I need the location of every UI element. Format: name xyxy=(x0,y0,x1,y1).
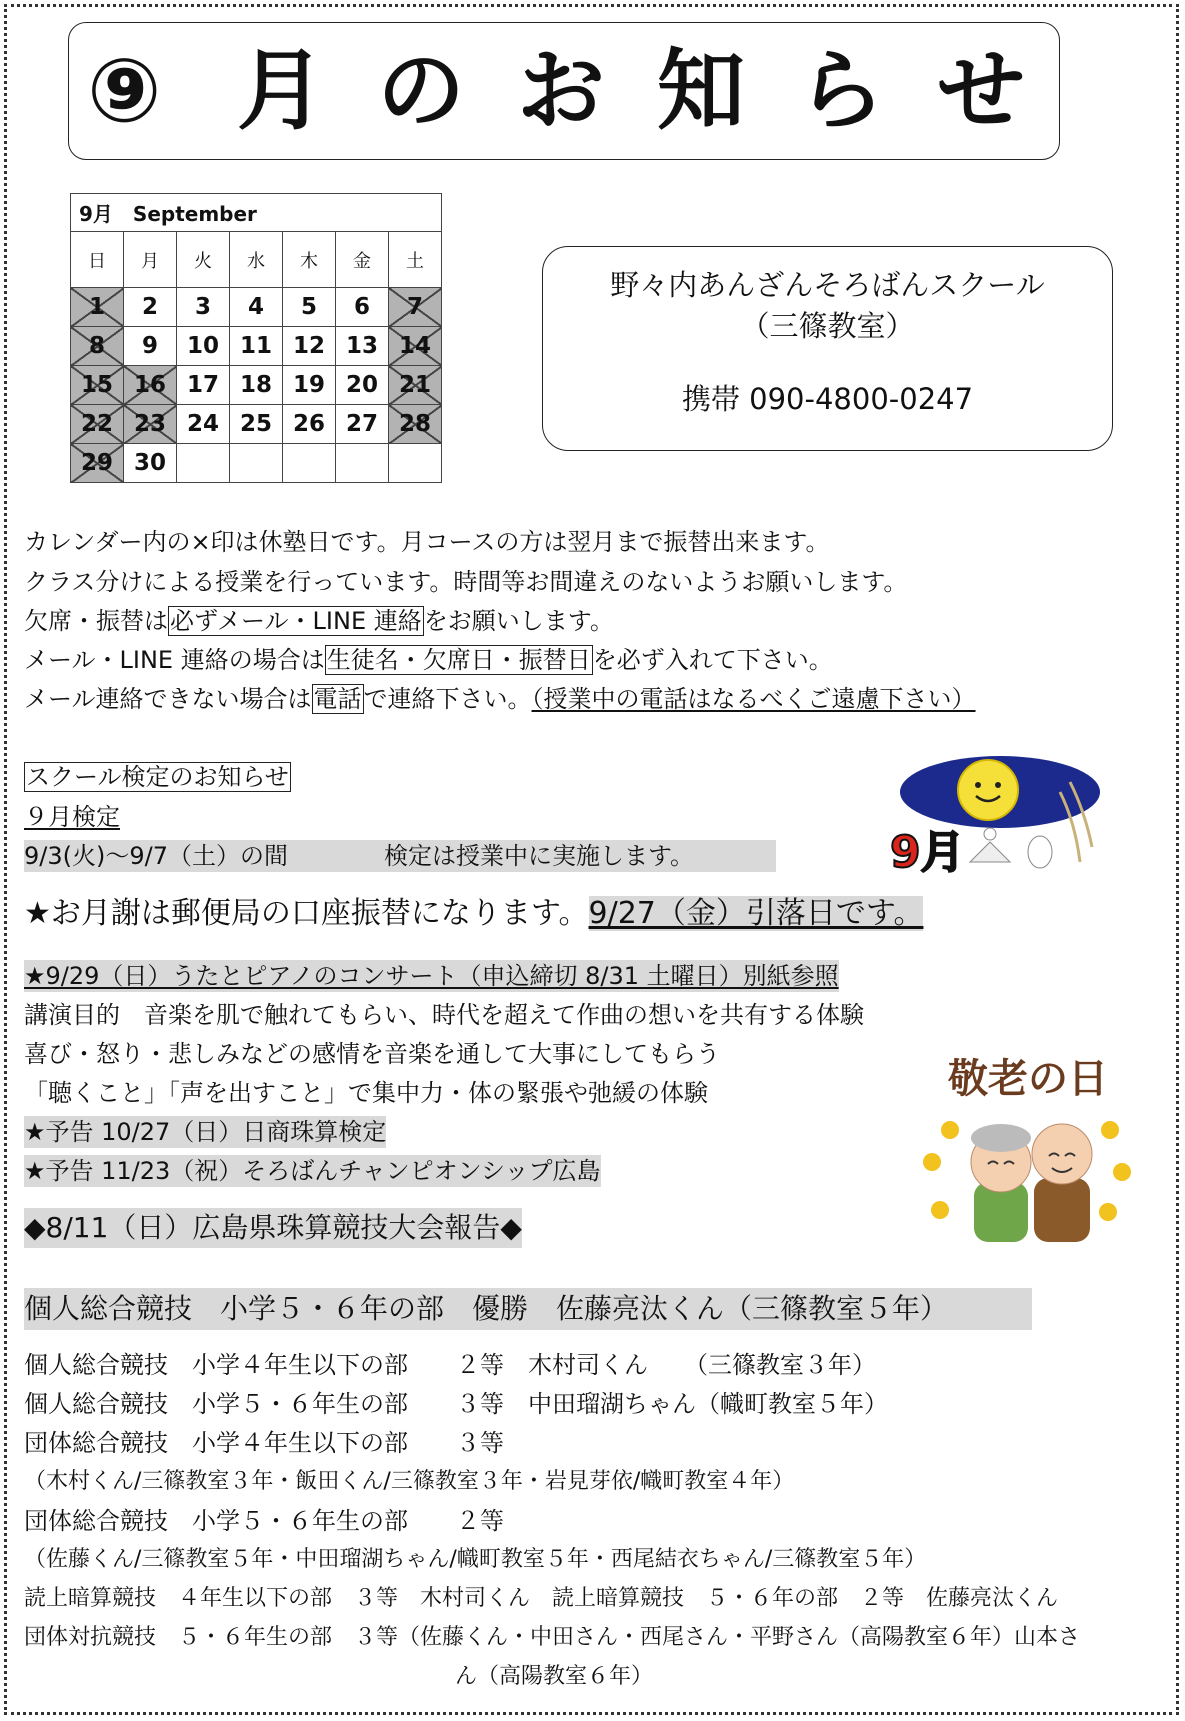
calendar-day: 26 xyxy=(283,405,336,444)
keiro-label: 敬老の日 xyxy=(948,1056,1108,1102)
calendar xyxy=(70,193,442,483)
calendar-weekday: 木 xyxy=(283,232,336,288)
calendar-day: 6 xyxy=(336,288,389,327)
calendar-day: 1 xyxy=(71,288,124,327)
calendar-empty-cell xyxy=(230,444,283,483)
report-highlight: 個人総合競技 小学５・６年の部 優勝 佐藤亮汰くん（三篠教室５年） xyxy=(24,1288,1032,1330)
exam-dates: 9/3(火)～9/7（土）の間 検定は授業中に実施します。 xyxy=(24,840,776,872)
boxed-text: 生徒名・欠席日・振替日 xyxy=(326,646,591,674)
keiro-illustration-icon xyxy=(912,1052,1138,1244)
calendar-day: 9 xyxy=(124,327,177,366)
result-line: 個人総合競技 小学５・６年生の部 ３等 中田瑠湖ちゃん（幟町教室５年） xyxy=(24,1390,888,1418)
calendar-day: 14 xyxy=(389,327,442,366)
title-char: ⑨ xyxy=(87,39,162,142)
calendar-day: 19 xyxy=(283,366,336,405)
title-char: 知 xyxy=(657,39,746,142)
exam-heading: スクール検定のお知らせ xyxy=(26,763,289,791)
title-char: の xyxy=(377,39,466,142)
calendar-day: 17 xyxy=(177,366,230,405)
title-char: 月 xyxy=(237,39,326,142)
calendar-day: 12 xyxy=(283,327,336,366)
concert-title: ★9/29（日）うたとピアノのコンサート（申込締切 8/31 土曜日）別紙参照 xyxy=(24,962,839,990)
calendar-day: 10 xyxy=(177,327,230,366)
school-name: 野々内あんざんそろばんスクール xyxy=(610,268,1045,302)
moon-label: 9月 xyxy=(890,827,965,877)
concert-line: 講演目的 音楽を肌で触れてもらい、時代を超えて作曲の想いを共有する体験 xyxy=(24,1001,864,1029)
notice-line: メール連絡できない場合は電話で連絡下さい。（授業中の電話はなるべくご遠慮下さい） xyxy=(24,685,976,713)
result-line: 読上暗算競技 ４年生以下の部 ３等 木村司くん 読上暗算競技 ５・６年の部 ２等 佐藤亮汰くん xyxy=(24,1586,1059,1611)
calendar-day: 29 xyxy=(71,444,124,483)
report-title: ◆8/11（日）広島県珠算競技大会報告◆ xyxy=(24,1208,522,1248)
calendar-day: 25 xyxy=(230,405,283,444)
calendar-day: 18 xyxy=(230,366,283,405)
calendar-weekday: 水 xyxy=(230,232,283,288)
school-info-box xyxy=(542,246,1113,451)
calendar-day: 23 xyxy=(124,405,177,444)
calendar-empty-cell xyxy=(283,444,336,483)
calendar-day: 8 xyxy=(71,327,124,366)
calendar-header: 9月 September xyxy=(71,194,442,232)
calendar-day: 20 xyxy=(336,366,389,405)
title-char: せ xyxy=(937,39,1026,142)
fee-date: 9/27（金）引落日です。 xyxy=(588,896,924,931)
calendar-day: 5 xyxy=(283,288,336,327)
calendar-day: 7 xyxy=(389,288,442,327)
calendar-weekday: 火 xyxy=(177,232,230,288)
calendar-day: 13 xyxy=(336,327,389,366)
result-line: （佐藤くん/三篠教室５年・中田瑠湖ちゃん/幟町教室５年・西尾結衣ちゃん/三篠教室５年） xyxy=(24,1547,927,1572)
boxed-text: 電話 xyxy=(313,685,362,713)
calendar-day: 15 xyxy=(71,366,124,405)
result-line: 団体総合競技 小学４年生以下の部 ３等 xyxy=(24,1429,504,1457)
result-line: 個人総合競技 小学４年生以下の部 ２等 木村司くん （三篠教室３年） xyxy=(24,1351,876,1379)
calendar-weekday: 土 xyxy=(389,232,442,288)
concert-line: 「聴くこと」「声を出すこと」で集中力・体の緊張や弛緩の体験 xyxy=(24,1079,708,1107)
result-line: 団体総合競技 小学５・６年生の部 ２等 xyxy=(24,1507,504,1535)
calendar-day: 3 xyxy=(177,288,230,327)
result-line: ん（高陽教室６年） xyxy=(455,1664,654,1689)
calendar-day: 2 xyxy=(124,288,177,327)
calendar-empty-cell xyxy=(177,444,230,483)
underlined-text: （授業中の電話はなるべくご遠慮下さい） xyxy=(531,685,976,713)
calendar-day: 27 xyxy=(336,405,389,444)
moon-illustration-icon xyxy=(880,752,1105,877)
calendar-day: 30 xyxy=(124,444,177,483)
exam-sub: ９月検定 xyxy=(24,803,120,831)
title-box xyxy=(68,22,1060,160)
calendar-day: 16 xyxy=(124,366,177,405)
calendar-day: 22 xyxy=(71,405,124,444)
calendar-empty-cell xyxy=(336,444,389,483)
calendar-weekday: 月 xyxy=(124,232,177,288)
calendar-weekday: 金 xyxy=(336,232,389,288)
notice-line: メール・LINE 連絡の場合は生徒名・欠席日・振替日を必ず入れて下さい。 xyxy=(24,646,833,674)
preview-item: ★予告 10/27（日）日商珠算検定 xyxy=(24,1118,387,1146)
calendar-day: 28 xyxy=(389,405,442,444)
fee-line: ★お月謝は郵便局の口座振替になります。9/27（金）引落日です。 xyxy=(24,896,924,931)
preview-item: ★予告 11/23（祝）そろばんチャンピオンシップ広島 xyxy=(24,1157,601,1185)
calendar-day: 4 xyxy=(230,288,283,327)
calendar-day: 21 xyxy=(389,366,442,405)
calendar-empty-cell xyxy=(389,444,442,483)
boxed-text: 必ずメール・LINE 連絡 xyxy=(170,607,422,635)
notice-line: 欠席・振替は必ずメール・LINE 連絡をお願いします。 xyxy=(24,607,614,635)
result-line: 団体対抗競技 ５・６年生の部 ３等（佐藤くん・中田さん・西尾さん・平野さん（高陽教室６年）山本さ xyxy=(24,1625,1081,1650)
concert-line: 喜び・怒り・悲しみなどの感情を音楽を通して大事にしてもらう xyxy=(24,1040,720,1068)
title-char: ら xyxy=(797,39,886,142)
calendar-day: 11 xyxy=(230,327,283,366)
title-char: お xyxy=(517,39,606,142)
calendar-weekday: 日 xyxy=(71,232,124,288)
school-phone: 携帯 090-4800-0247 xyxy=(681,382,974,416)
calendar-day: 24 xyxy=(177,405,230,444)
result-line: （木村くん/三篠教室３年・飯田くん/三篠教室３年・岩見芽依/幟町教室４年） xyxy=(24,1469,795,1494)
notice-line: クラス分けによる授業を行っています。時間等お間違えのないようお願いします。 xyxy=(24,568,908,596)
notice-line: カレンダー内の×印は休塾日です。月コースの方は翌月まで振替出来ます。 xyxy=(24,528,830,556)
school-branch: （三篠教室） xyxy=(740,309,915,343)
